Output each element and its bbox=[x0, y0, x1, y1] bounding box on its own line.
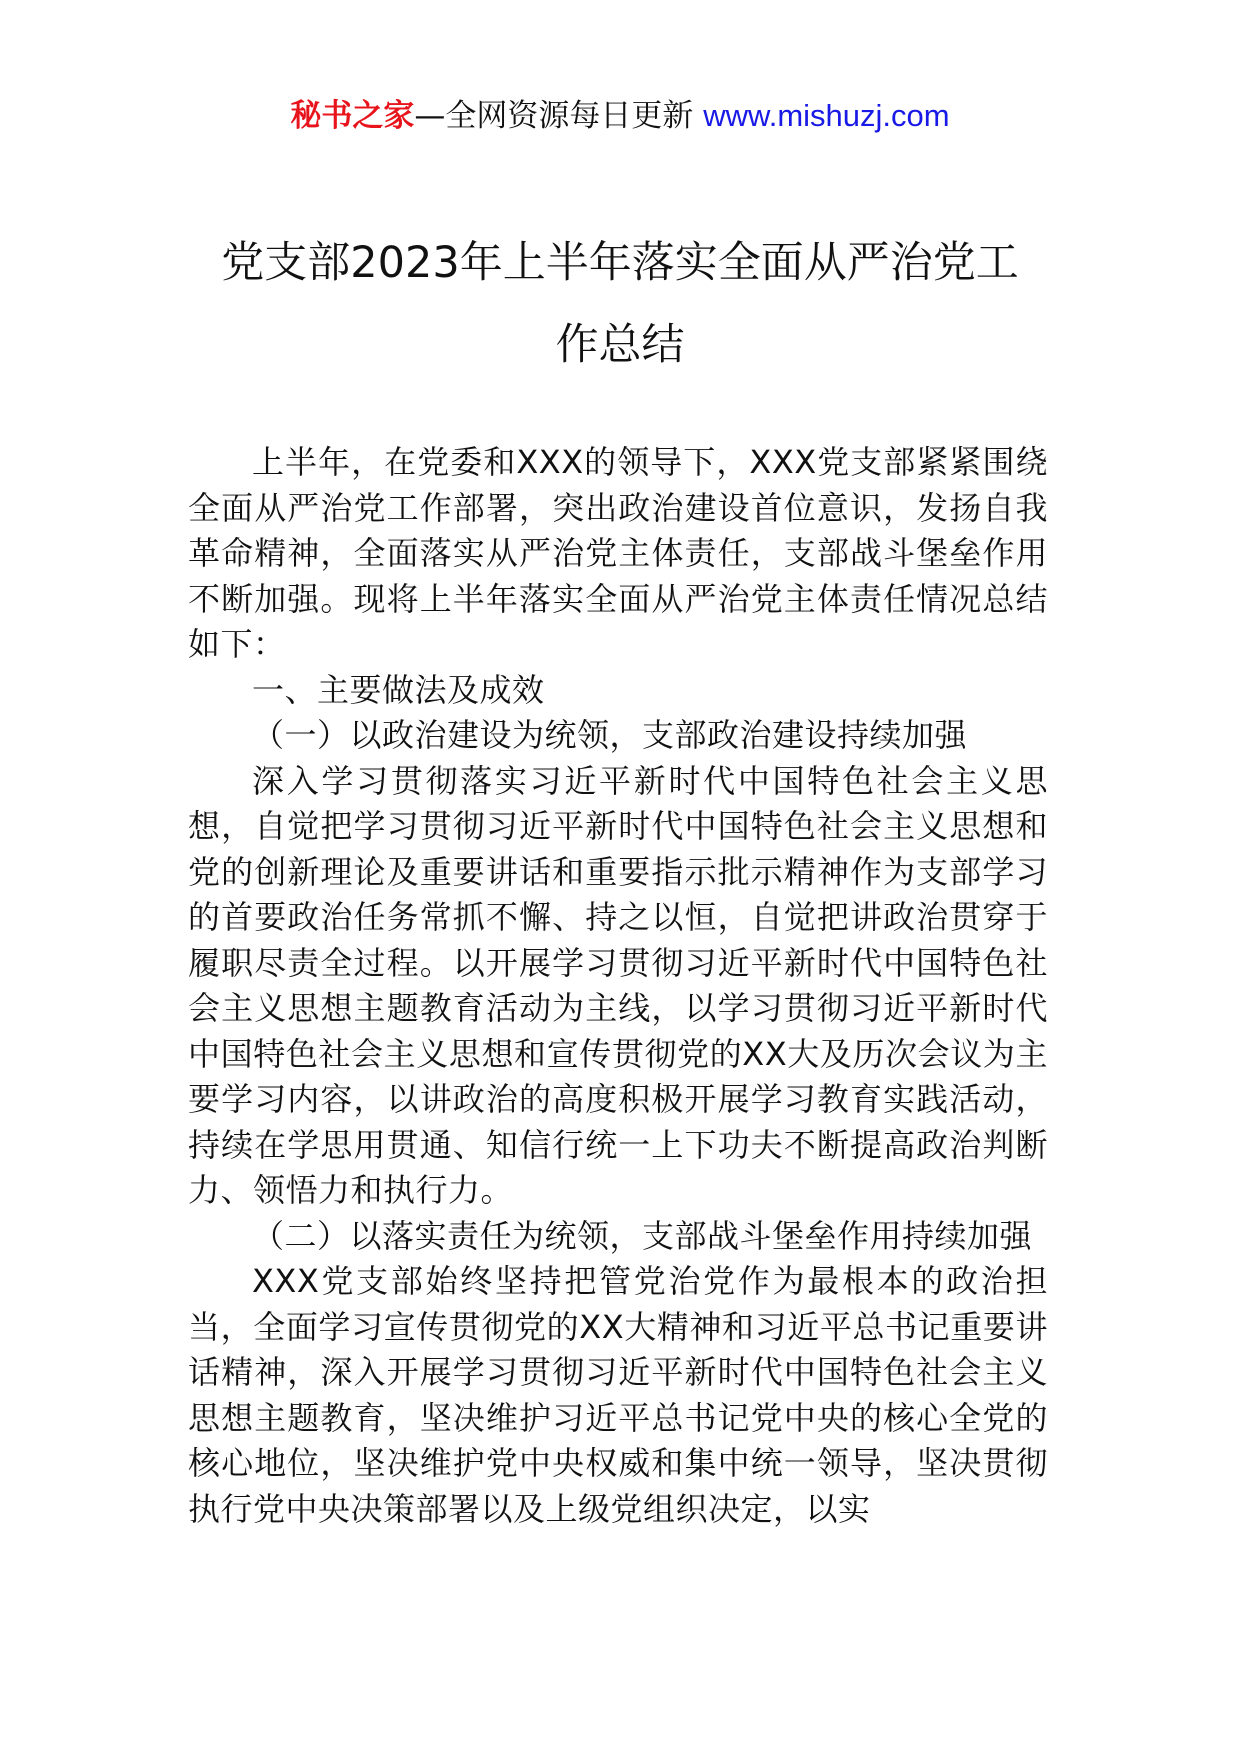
section-heading-1: 一、主要做法及成效 bbox=[252, 670, 545, 709]
document-title bbox=[150, 222, 1090, 386]
subsection-heading-1: （一）以政治建设为统领，支部政治建设持续加强 bbox=[252, 716, 968, 754]
title-line-1: 党支部2023年上半年落实全面从严治党工 bbox=[221, 238, 1019, 288]
brand-name: 秘书之家 bbox=[290, 98, 415, 134]
site-url-link[interactable]: www.mishuzj.com bbox=[703, 98, 950, 133]
title-line-2: 作总结 bbox=[555, 320, 685, 370]
body-paragraph-2: XXX党支部始终坚持把管党治党作为最根本的政治担当，全面学习宣传贯彻党的XX大精神和习近平总书记重要讲话精神，深入开展学习贯彻习近平新时代中国特色社会主义思想主题教育，坚决维护习近平总书记党中央的核心全党的核心地位，坚决维护党中央权威和集中统一领导，坚决贯彻执行党中央决策部署以及上级党组织决定，以实 bbox=[188, 1262, 1048, 1528]
body-paragraph-1: 深入学习贯彻落实习近平新时代中国特色社会主义思想，自觉把学习贯彻习近平新时代中国特色社会主义思想和党的创新理论及重要讲话和重要指示批示精神作为支部学习的首要政治任务常抓不懈、持之以恒，自觉把讲政治贯穿于履职尽责全过程。以开展学习贯彻习近平新时代中国特色社会主义思想主题教育活动为主线，以学习贯彻习近平新时代中国特色社会主义思想和宣传贯彻党的XX大及历次会议为主要学习内容，以讲政治的高度积极开展学习教育实践活动，持续在学思用贯通、知信行统一上下功夫不断提高政治判断力、领悟力和执行力。 bbox=[188, 761, 1048, 1209]
subsection-heading-2: （二）以落实责任为统领，支部战斗堡垒作用持续加强 bbox=[252, 1216, 1033, 1255]
site-header bbox=[0, 96, 1240, 136]
header-tagline: —全网资源每日更新 bbox=[414, 98, 704, 134]
intro-paragraph: 上半年，在党委和XXX的领导下，XXX党支部紧紧围绕全面从严治党工作部署，突出政治建设首位意识，发扬自我革命精神，全面落实从严治党主体责任，支部战斗堡垒作用不断加强。现将上半年落实全面从严治党主体责任情况总结如下： bbox=[188, 443, 1048, 663]
document-body bbox=[188, 440, 1048, 1532]
